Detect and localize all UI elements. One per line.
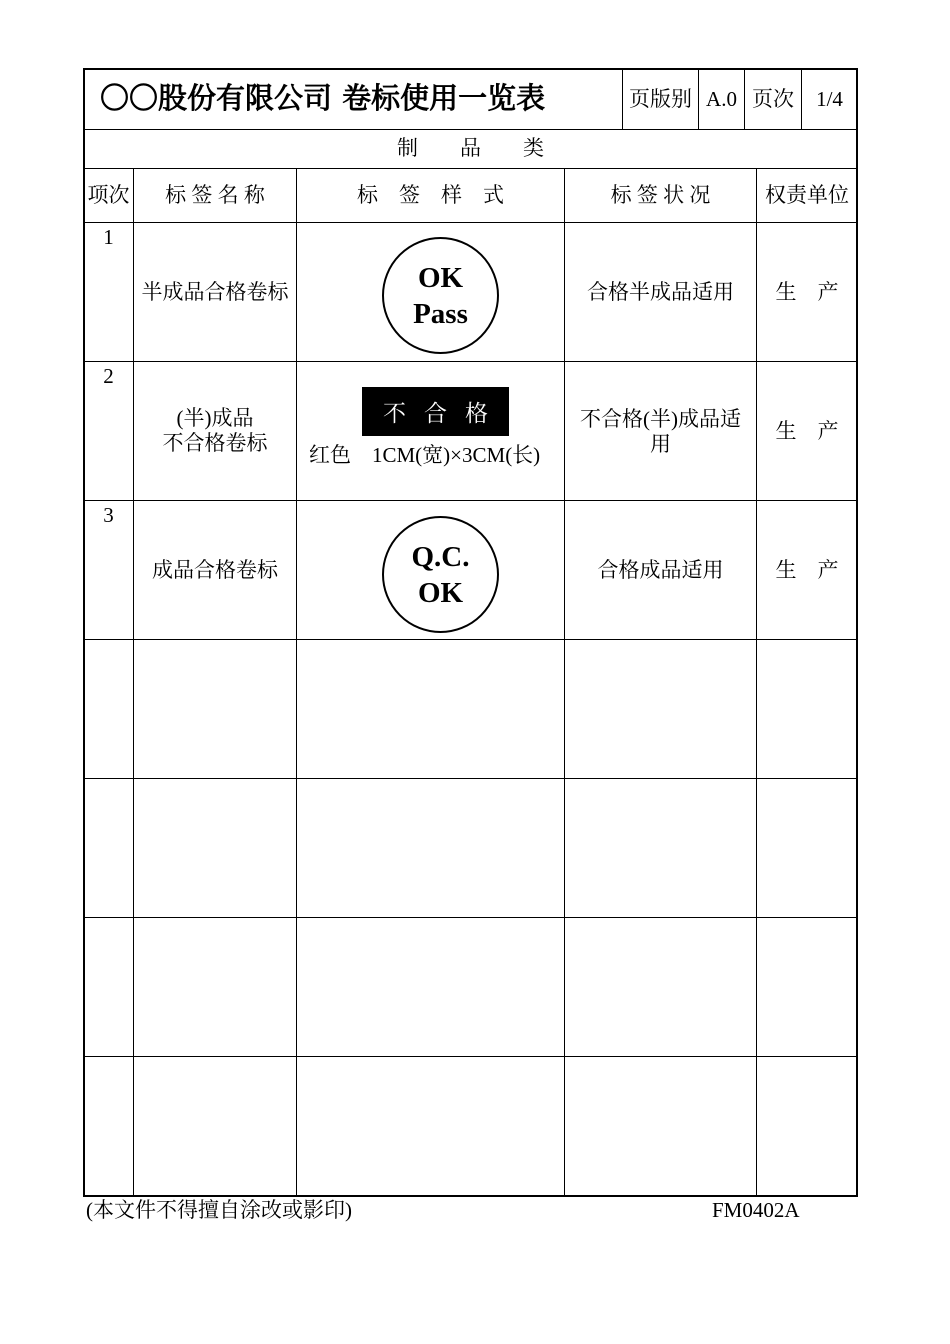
col-header-name: 标 签 名 称 [165,183,265,207]
label-name: 不合格卷标 [162,431,268,455]
row-number: 2 [103,364,114,388]
row-number: 1 [103,225,114,249]
col-header-no: 项次 [87,183,130,207]
ok-pass-stamp [382,237,499,354]
version-value: A.0 [706,87,737,111]
col-header-status: 标 签 状 况 [610,183,711,207]
col-header-style: 标 签 样 式 [357,183,504,207]
footer-note: (本文件不得擅自涂改或影印) [86,1198,352,1222]
label-status: 合格半成品适用 [587,280,734,304]
label-name: (半)成品 [176,406,254,430]
reject-label-sample: 不合格 [362,387,509,436]
reject-label-spec: 红色 1CM(宽)×3CM(长) [309,443,541,467]
label-status: 不合格(半)成品适用 [580,407,741,456]
divider [756,168,757,1196]
category-heading: 制 品 类 [397,136,544,160]
col-header-owner: 权责单位 [765,183,849,207]
owner-unit: 生 产 [775,280,839,304]
divider [564,168,565,1196]
stamp-line: Pass [413,297,468,330]
divider [84,361,857,362]
divider [84,129,857,130]
divider [84,639,857,640]
row-number: 3 [103,503,114,527]
label-status: 合格成品适用 [597,558,724,582]
stamp-line: Q.C. [411,540,470,573]
qc-ok-stamp [382,516,499,633]
form-code: FM0402A [712,1198,800,1222]
divider [84,917,857,918]
divider [84,1056,857,1057]
divider [84,500,857,501]
form-table [83,68,858,1197]
label-name: 半成品合格卷标 [141,280,289,304]
divider [84,222,857,223]
divider [84,168,857,169]
owner-unit: 生 产 [775,419,839,443]
stamp-line: OK [417,261,464,294]
page-value: 1/4 [816,87,843,111]
owner-unit: 生 产 [775,558,839,582]
document-title: 〇〇股份有限公司 卷标使用一览表 [100,81,546,115]
version-label: 页版别 [629,87,692,111]
label-name: 成品合格卷标 [152,558,278,582]
stamp-line: OK [417,576,464,609]
divider [84,778,857,779]
divider [133,168,134,1196]
divider [296,168,297,1196]
page-label: 页次 [752,87,794,111]
